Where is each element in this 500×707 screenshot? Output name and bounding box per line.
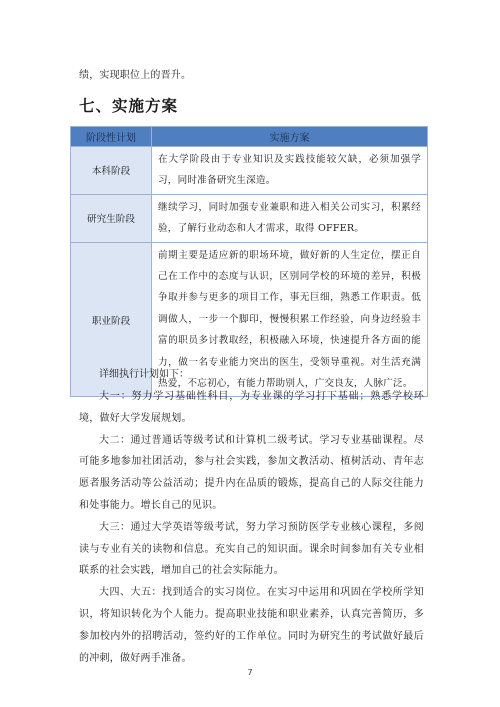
table-row — [71, 147, 428, 195]
table-header-row — [71, 127, 428, 147]
plan-cell: 继续学习，同时加强专业兼职和进入相关公司实习，积累经验，了解行业动态和人才需求，取得 OFFER。 — [152, 194, 428, 242]
page-number: 7 — [247, 668, 253, 677]
continuation-text: 绩，实现职位上的晋升。 — [79, 70, 192, 81]
table-header-stage: 阶段性计划 — [71, 127, 152, 147]
paragraph-year3: 大三：通过大学英语等级考试，努力学习预防医学专业核心课程，多阅读与专业有关的读物和信息。充实自己的知识面。课余时间参加有关专业相联系的社会实践，增加自己的社会实际能力。 — [79, 521, 424, 577]
paragraph-year2: 大二：通过普通话等级考试和计算机二级考试。学习专业基础课程。尽可能多地参加社团活动，参与社会实践，参加文教活动、植树活动、青年志愿者服务活动等公益活动；提升内在品质的锻炼，提高自己的人际交往能力和处事能力。增长自己的见识。 — [79, 434, 424, 511]
plan-cell: 在大学阶段由于专业知识及实践技能较欠缺，必须加强学习，同时准备研究生深造。 — [152, 147, 428, 195]
plan-cell: 前期主要是适应新的职场环境，做好新的人生定位，摆正自己在工作中的态度与认识，区别同学校的环境的差异，积极争取并参与更多的项目工作，事无巨细，熟悉工作职责。低调做人，一步一个脚印，慢慢积累工作经验，向身边经验丰富的职员多讨教取经，积极融入环境，快速提升各方面的能力，做一名专业能力突出的医生，受领导重视。对生活充满热爱，不忘初心，有能力帮助别人，广交良友，人脉广泛。 — [152, 242, 428, 397]
paragraph-year1: 大一：努力学习基础性科目，为专业课的学习打下基础；熟悉学校环境，做好大学发展规划。 — [79, 391, 424, 424]
stage-cell: 本科阶段 — [71, 147, 152, 195]
table-header-plan: 实施方案 — [152, 127, 428, 147]
table-row — [71, 194, 428, 242]
stage-cell: 研究生阶段 — [71, 194, 152, 242]
paragraph-year4-5: 大四、大五：找到适合的实习岗位。在实习中运用和巩固在学校所学知识，将知识转化为个人能力。提高职业技能和职业素养，认真完善简历，多参加校内外的招聘活动，签约好的工作单位。同时为研究生的考试做好最后的冲刺，做好两手准备。 — [79, 587, 424, 664]
plan-intro: 详细执行计划如下： — [99, 369, 189, 380]
stage-cell: 职业阶段 — [71, 242, 152, 397]
plan-paragraphs — [79, 386, 424, 669]
section-heading: 七、实施方案 — [79, 97, 179, 115]
plan-table — [70, 126, 428, 397]
